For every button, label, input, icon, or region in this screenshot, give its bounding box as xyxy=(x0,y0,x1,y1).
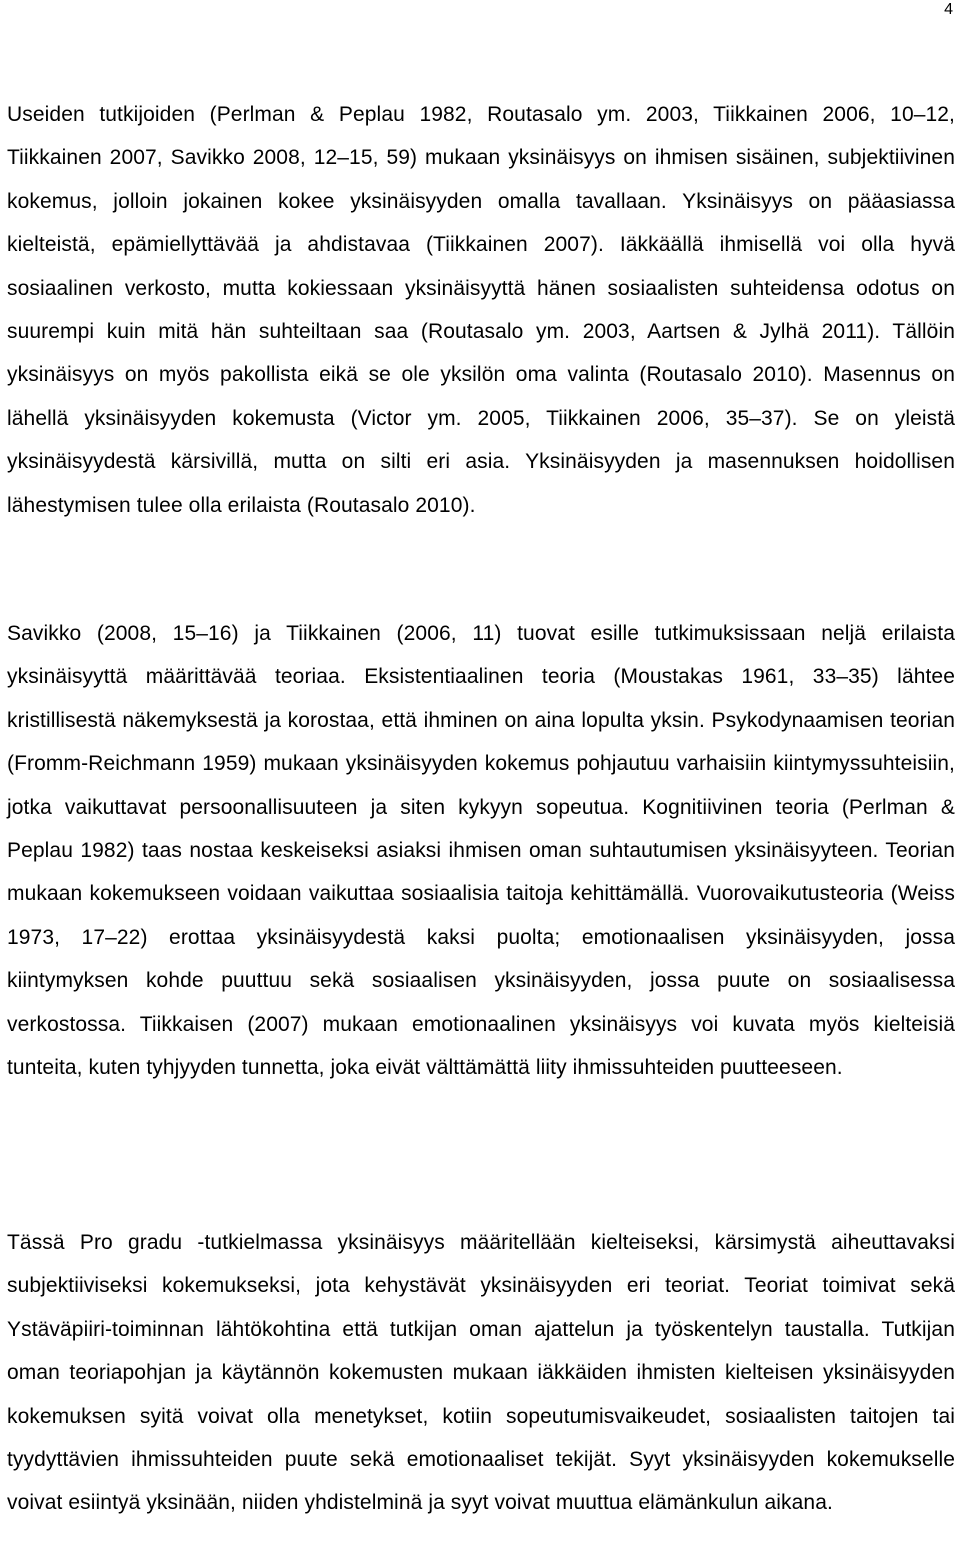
page-number: 4 xyxy=(944,1,953,18)
paragraph-loneliness-theories: Savikko (2008, 15–16) ja Tiikkainen (2006, 11) tuovat esille tutkimuksissaan neljä erilaista yksinäisyyttä määrittävää teoriaa. Eksistentiaalinen teoria (Moustakas 1961, 33–35) lähtee kristillisestä näkemyksestä ja korostaa, että ihminen on aina lopulta yksin. Psykodynaamisen teorian (Fromm-Reichmann 1959) mukaan yksinäisyyden kokemus pohjautuu varhaisiin kiintymyssuhteisiin, jotka vaikuttavat persoonallisuuteen ja siten kykyyn sopeutua. Kognitiivinen teoria (Perlman & Peplau 1982) taas nostaa keskeiseksi asiaksi ihmisen oman suhtautumisen yksinäisyyteen. Teorian mukaan kokemukseen voidaan vaikuttaa sosiaalisia taitoja kehittämällä. Vuorovaikutusteoria (Weiss 1973, 17–22) erottaa yksinäisyydestä kaksi puolta; emotionaalisen yksinäisyyden, jossa kiintymyksen kohde puuttuu sekä sosiaalisen yksinäisyyden, jossa puute on sosiaalisessa verkostossa. Tiikkaisen (2007) mukaan emotionaalinen yksinäisyys voi kuvata myös kielteisiä tunteita, kuten tyhjyyden tunnetta, joka eivät välttämättä liity ihmissuhteiden puutteeseen. xyxy=(7,622,955,1080)
paragraph-loneliness-definition: Useiden tutkijoiden (Perlman & Peplau 1982, Routasalo ym. 2003, Tiikkainen 2006, 10–12, Tiikkainen 2007, Savikko 2008, 12–15, 59) mukaan yksinäisyys on ihmisen sisäinen, subjektiivinen kokemus, jolloin jokainen kokee yksinäisyyden omalla tavallaan. Yksinäisyys on pääasiassa kielteistä, epämiellyttävää ja ahdistavaa (Tiikkainen 2007). Iäkkäällä ihmisellä voi olla hyvä sosiaalinen verkosto, mutta kokiessaan yksinäisyyttä hänen sosiaalisten suhteidensa odotus on suurempi kuin mitä hän suhteiltaan saa (Routasalo ym. 2003, Aartsen & Jylhä 2011). Tällöin yksinäisyys on myös pakollista eikä se ole yksilön oma valinta (Routasalo 2010). Masennus on lähellä yksinäisyyden kokemusta (Victor ym. 2005, Tiikkainen 2006, 35–37). Se on yleistä yksinäisyydestä kärsivillä, mutta on silti eri asia. Yksinäisyyden ja masennuksen hoidollisen lähestymisen tulee olla erilaista (Routasalo 2010). xyxy=(7,103,955,517)
paragraph-thesis-definition: Tässä Pro gradu -tutkielmassa yksinäisyys määritellään kielteiseksi, kärsimystä aiheuttavaksi subjektiiviseksi kokemukseksi, jota kehystävät yksinäisyyden eri teoriat. Teoriat toimivat sekä Ystäväpiiri-toiminnan lähtökohtina että tutkijan oman ajattelun ja työskentelyn taustalla. Tutkijan oman teoriapohjan ja käytännön kokemusten mukaan iäkkäiden ihmisten kielteisen yksinäisyyden kokemuksen syitä voivat olla menetykset, kotiin sopeutumisvaikeudet, sosiaalisten taitojen tai tyydyttävien ihmissuhteiden puute sekä emotionaaliset tekijät. Syyt yksinäisyyden kokemukselle voivat esiintyä yksinään, niiden yhdistelminä ja syyt voivat muuttua elämänkulun aikana. xyxy=(7,1231,955,1515)
